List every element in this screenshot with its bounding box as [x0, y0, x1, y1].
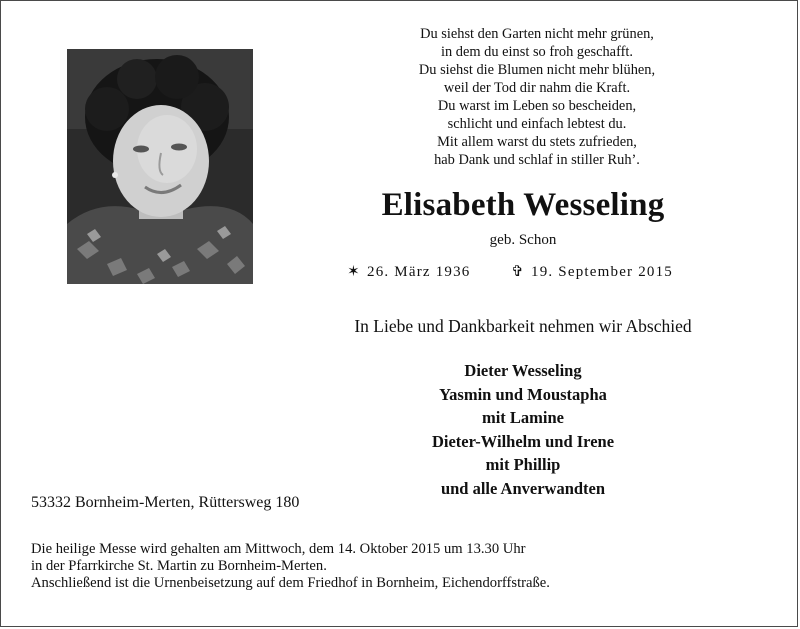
portrait-image [67, 49, 253, 284]
mourner: Dieter-Wilhelm und Irene [431, 431, 615, 451]
service-line: Anschließend ist die Urnenbeisetzung auf dem Friedhof in Bornheim, Eichendorffstraße. [31, 575, 550, 591]
death-date-group [511, 262, 673, 281]
poem-line: Du siehst die Blumen nicht mehr blühen, [418, 62, 656, 78]
poem-line: Du warst im Leben so bescheiden, [437, 98, 637, 114]
mourner: Dieter Wesseling [464, 361, 582, 380]
service-line: in der Pfarrkirche St. Martin zu Bornheim-Merten. [31, 558, 327, 574]
portrait-photo [67, 49, 253, 284]
poem-line: Mit allem warst du stets zufrieden, [437, 134, 637, 150]
maiden-name: geb. Schon [489, 232, 557, 248]
life-dates [341, 262, 721, 284]
poem-line: hab Dank und schlaf in stiller Ruh’. [434, 152, 640, 168]
service-line: Die heilige Messe wird gehalten am Mittwoch, dem 14. Oktober 2015 um 13.30 Uhr [31, 541, 526, 557]
address: 53332 Bornheim-Merten, Rüttersweg 180 [31, 494, 300, 511]
mourners-list [323, 359, 723, 500]
star-icon: ✶ [347, 264, 361, 280]
birth-date: 26. März 1936 [367, 264, 471, 280]
mourner: mit Phillip [485, 455, 561, 474]
mourner: mit Lamine [481, 408, 565, 427]
poem-line: schlicht und einfach lebtest du. [447, 116, 627, 132]
mourner: Yasmin und Moustapha [439, 384, 607, 404]
mourner: und alle Anverwandten [440, 478, 606, 498]
death-date: 19. September 2015 [531, 264, 673, 280]
deceased-name: Elisabeth Wesseling [381, 187, 665, 223]
cross-icon: ✞ [511, 264, 525, 280]
poem-line: Du siehst den Garten nicht mehr grünen, [420, 26, 654, 42]
service-info [31, 541, 550, 592]
farewell-line: In Liebe und Dankbarkeit nehmen wir Abschied [354, 316, 692, 336]
birth-date-group [347, 262, 471, 281]
poem [327, 25, 747, 169]
poem-line: in dem du einst so froh geschafft. [441, 44, 633, 60]
poem-line: weil der Tod dir nahm die Kraft. [443, 80, 631, 96]
